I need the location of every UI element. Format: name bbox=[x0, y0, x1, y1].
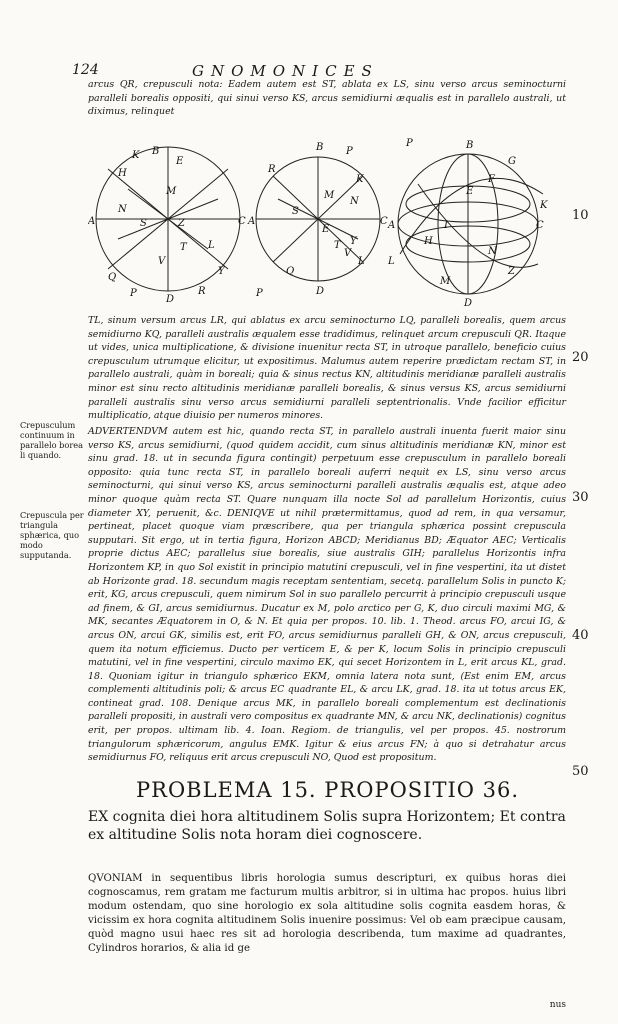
paragraph-advertendum: ADVERTENDVM autem est hic, quando recta ST, in parallelo australi inuenta fuerit maior sinu verso KS, arcus semidiurni, (quod quidem accidit, cum sinus altitudinis meridianæ KN, minor est sinu grad. 18. ut in secunda figura contingit) perpetuum esse crepusculum in parallelo boreali opposito: quia tunc recta ST, in parallelo boreali auferri nequit ex LS, sinu verso arcus seminocturni, qui sinui verso KS, arcus seminocturni paralleli australis æqualis est, atque adeo minor quoque quàm recta ST. Quare nunquam illa nocte Sol ad parallelum Horizontis, cuius diameter XY, peruenit, &c. DENIQVE ut nihil prætermittamus, quod ad rem, in qua versamur, pertineat, placet quoque viam præscribere, qua per triangula sphærica possint crepuscula supputari. Sit ergo, ut in tertia figura, Horizon ABCD; Meridianus BD; Æquator AEC; Verticalis proprie dictus AEC; parallelus siue borealis, siue australis GIH; parallelus Horizontis infra Horizontem KP, in quo Sol existit in principio matutini crepusculi, vel in fine vespertini, ita ut distet ab Horizonte grad. 18. secundum magis receptam sententiam, secetq. parallelum Solis in puncto K; erit, KG, arcus crepusculi, quem nimirum Sol in suo parallelo percurrit à principio crepusculi usque ad finem, & GI, arcus semidiurnus. Ducatur ex M, polo arctico per G, K, duo circuli maximi MG, & MK, secantes Æquatorem in O, & N. Et quia per propos. 10. lib. 1. Theod. arcus FO, arcui IG, & arcus ON, arcui GK, similis est, erit FO, arcus semidiurnus paralleli GH, & ON, arcus crepusculi, quem ita notum efficiemus. Ducto per verticem E, & per K, locum Solis in principio crepusculi matutini, vel in fine vespertini, circulo maximo EK, qui secet Horizontem in L, erit arcus KL, grad. 18. Quoniam igitur in triangulo sphærico EKM, omnia latera nota sunt, (Est enim EM, arcus complementi altitudinis poli; & arcus EC quadrante EL, & arcu LK, grad. 18. ita ut totus arcus EK, contineat grad. 108. Denique arcus MK, in parallelo boreali complementum est declinationis paralleli propositi, in australi vero compositus ex quadrante MN, & arcu NK, declinationis) cognitus erit, per propos. ultimam lib. 4. Ioan. Regiom. de triangulis, vel per propos. 45. nostrorum triangulorum sphæricorum, angulus EMK. Igitur & eius arcus FN; à quo si detrahatur arcus semidiurnus FO, reliquus erit arcus crepusculi NO, Quod est propositum. bbox=[88, 426, 566, 764]
margin-line-number-50: 50 bbox=[572, 764, 589, 779]
label-right-P: P bbox=[406, 138, 413, 149]
label-right-A: A bbox=[388, 220, 396, 231]
margin-line-number-10: 10 bbox=[572, 208, 589, 223]
label-mid-Y: Y bbox=[350, 236, 357, 247]
label-right-L: L bbox=[388, 256, 395, 267]
label-mid-B: B bbox=[316, 142, 324, 153]
label-left-S: S bbox=[140, 218, 147, 229]
label-left-Y: Y bbox=[218, 266, 225, 277]
label-mid-M: M bbox=[324, 190, 335, 201]
paragraph-middle: TL, sinum versum arcus LR, qui ablatus ex arcu seminocturno LQ, paralleli borealis, quem arcus semidiurno KQ, paralleli australis æqualem esse tradidimus, relinquet arcum crepusculi QR. Itaque ut vides, unica multiplicatione, & divisione inuenitur recta ST, in utroque parallelo, beneficio cuius crepusculum utrumque elicitur, ut expositimus. Malumus autem reperire prædictam rectam ST, in parallelo australi, quàm in boreali; quia & sinus rectus KN, altitudinis meridianæ paralleli australis minor est sinu recto altitudinis meridianæ paralleli borealis, & sinus versus KS, arcus semidiurni paralleli australis sinu verso arcus semidiurni paralleli septentrionalis. Vnde facilior efficitur multiplicatio, atque diuisio per numeros minores. bbox=[88, 315, 566, 422]
label-mid-V: V bbox=[344, 248, 352, 259]
label-mid-S: S bbox=[292, 206, 299, 217]
label-left-N: N bbox=[118, 204, 127, 215]
label-mid-C: C bbox=[380, 216, 388, 227]
label-right-H: H bbox=[424, 236, 433, 247]
label-right-K: K bbox=[540, 200, 548, 211]
label-left-L: L bbox=[208, 240, 215, 251]
label-mid-P2: P bbox=[256, 288, 263, 299]
label-left-T: T bbox=[180, 242, 187, 253]
label-mid-Q: Q bbox=[286, 266, 295, 277]
margin-gloss-2: Crepuscula per triangula sphærica, quo modo supputanda. bbox=[20, 510, 84, 560]
label-left-R: R bbox=[198, 286, 206, 297]
label-right-C: C bbox=[536, 220, 544, 231]
margin-line-number-30: 30 bbox=[572, 490, 589, 505]
label-left-K: K bbox=[132, 150, 140, 161]
label-left-B: B bbox=[152, 146, 160, 157]
paragraph-quoniam: QVONIAM in sequentibus libris horologia sumus descripturi, ex quibus horas diei cognoscamus, rem gratam me facturum multis arbitror, si in ultima hac propos. huius libri modum ostendam, quo sine horologio ex sola altitudine solis cognita easdem horas, & vicissim ex hora cognita altitudinem Solis inuenire possimus: Vel ob eam præcipue causam, quòd magno usui haec res sit ad horologia describenda, tum maxime ad quadrantes, Cylindros horarios, & alia id ge bbox=[88, 873, 566, 954]
label-right-N: N bbox=[488, 246, 497, 257]
label-mid-E: E bbox=[322, 224, 330, 235]
proposition-statement: EX cognita diei hora altitudinem Solis supra Horizontem; Et contra ex altitudine Solis nota horam diei cognoscere. bbox=[88, 809, 566, 843]
label-left-H: H bbox=[118, 168, 127, 179]
label-left-Q: Q bbox=[108, 272, 117, 283]
label-mid-A: A bbox=[248, 216, 256, 227]
label-right-M: M bbox=[440, 276, 451, 287]
label-mid-P: P bbox=[346, 146, 353, 157]
label-right-E: E bbox=[466, 186, 474, 197]
margin-line-number-40: 40 bbox=[572, 628, 589, 643]
label-left-E: E bbox=[176, 156, 184, 167]
label-left-D: D bbox=[166, 294, 175, 305]
label-left-P: P bbox=[130, 288, 137, 299]
paragraph-top: arcus QR, crepusculi nota: Eadem autem est ST, ablata ex LS, sinu verso arcus seminocturni paralleli borealis oppositi, qui sinui verso KS, arcus semidiurni æqualis est in parallelo australi, ut diximus, relinquet bbox=[88, 79, 566, 118]
margin-line-number-20: 20 bbox=[572, 350, 589, 365]
label-right-D: D bbox=[464, 298, 473, 309]
label-mid-N: N bbox=[350, 196, 359, 207]
label-mid-R: R bbox=[268, 164, 276, 175]
label-right-B: B bbox=[466, 140, 474, 151]
margin-gloss-1: Crepusculum continuum in parallelo borea li quando. bbox=[20, 420, 83, 460]
problem-title: PROBLEMA 15. PROPOSITIO 36. bbox=[136, 778, 520, 802]
page-number: 124 bbox=[72, 62, 99, 78]
label-mid-L: L bbox=[358, 256, 365, 267]
label-mid-K: K bbox=[356, 174, 364, 185]
label-right-F: F bbox=[488, 174, 495, 185]
label-left-Z: Z bbox=[178, 218, 185, 229]
label-left-A: A bbox=[88, 216, 96, 227]
astronomical-diagram bbox=[88, 124, 558, 314]
label-right-I: I bbox=[444, 220, 448, 231]
catchword: nus bbox=[549, 1000, 566, 1010]
label-mid-T: T bbox=[334, 240, 341, 251]
label-mid-D: D bbox=[316, 286, 325, 297]
label-left-M: M bbox=[166, 186, 177, 197]
label-right-G: G bbox=[508, 156, 516, 167]
label-right-Z: Z bbox=[508, 266, 515, 277]
running-title: GNOMONICES bbox=[192, 62, 379, 80]
label-left-V: V bbox=[158, 256, 166, 267]
label-left-C: C bbox=[238, 216, 246, 227]
